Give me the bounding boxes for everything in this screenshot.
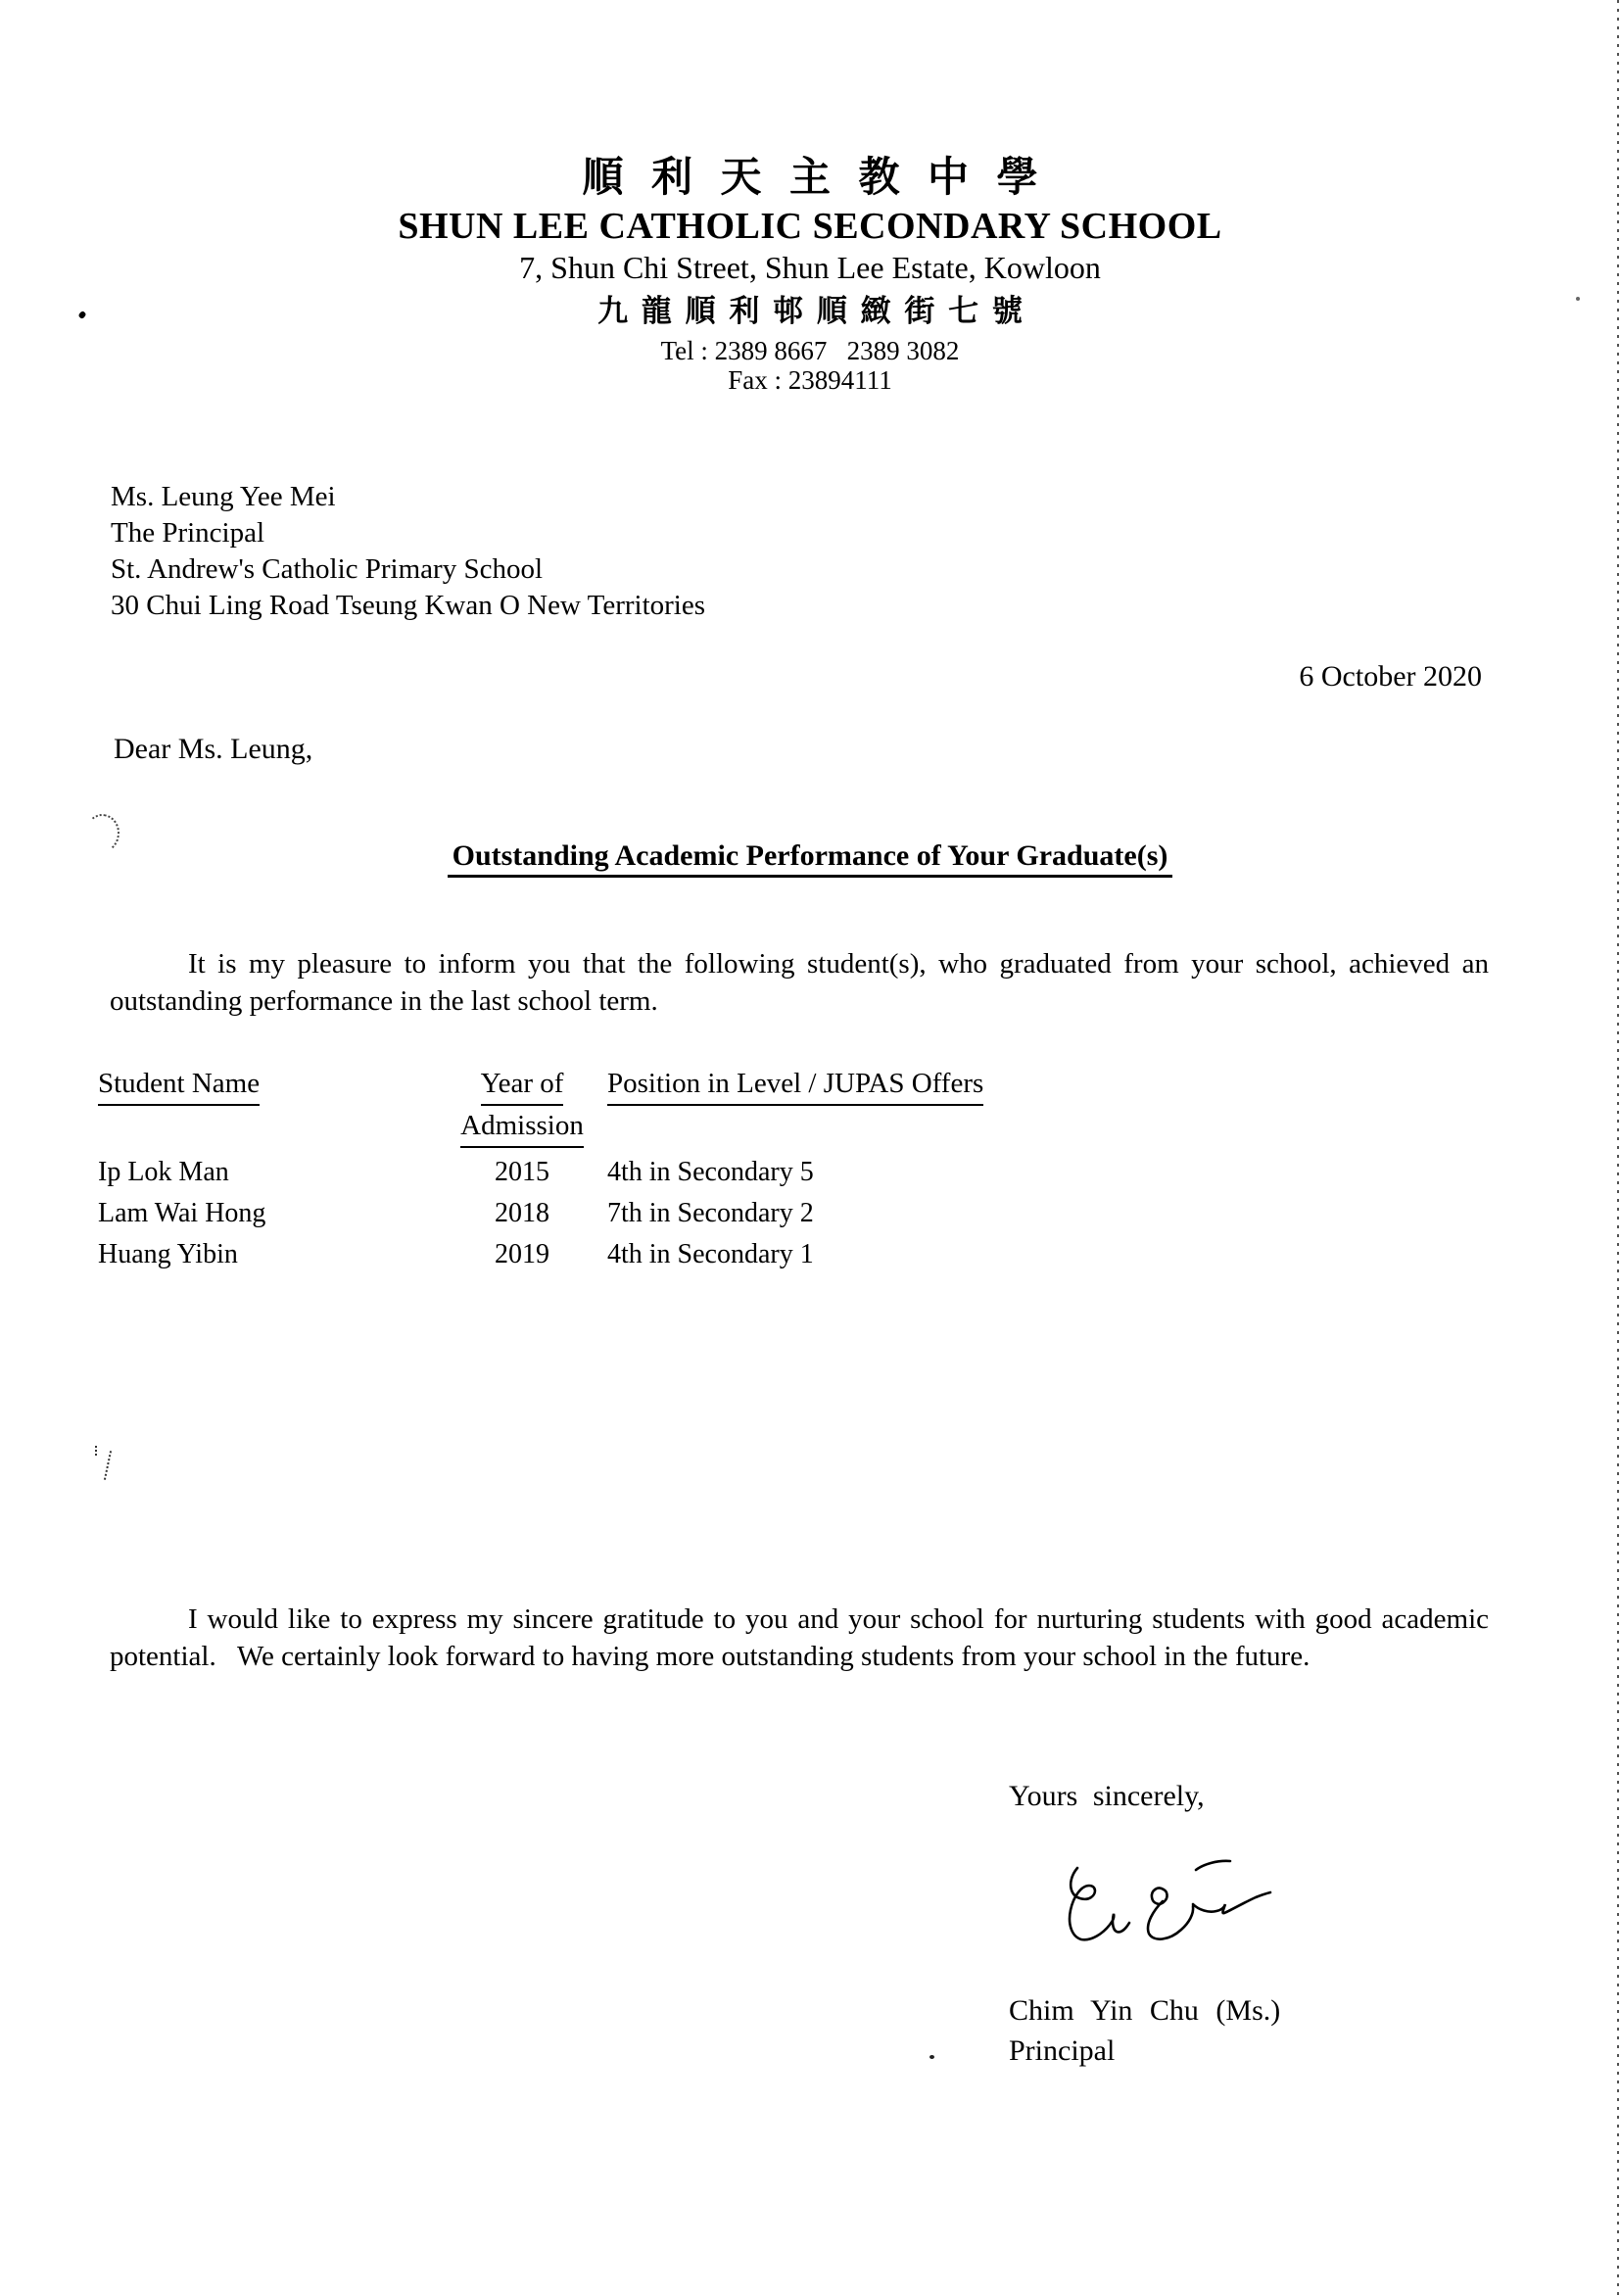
header-position-jupas: Position in Level / JUPAS Offers <box>607 1064 983 1106</box>
recipient-name: Ms. Leung Yee Mei <box>111 481 336 512</box>
scan-artifact-stroke <box>104 1451 112 1480</box>
cell-student-name: Ip Lok Man <box>98 1157 229 1187</box>
cell-student-name: Huang Yibin <box>98 1239 238 1269</box>
recipient-school: St. Andrew's Catholic Primary School <box>111 553 544 585</box>
cell-position: 4th in Secondary 5 <box>607 1157 814 1187</box>
subject-line: Outstanding Academic Performance of Your Graduate(s) <box>448 839 1173 878</box>
table-row <box>98 1193 814 1234</box>
scan-speck <box>929 2055 934 2059</box>
cell-year: 2015 <box>495 1157 549 1187</box>
school-name-english: SHUN LEE CATHOLIC SECONDARY SCHOOL <box>398 206 1222 247</box>
scan-edge-dotted-line <box>1617 0 1619 2296</box>
letter-date: 6 October 2020 <box>1299 660 1482 693</box>
school-address-english: 7, Shun Chi Street, Shun Lee Estate, Kowloon <box>519 250 1101 285</box>
signature-handwriting <box>1066 1853 1273 1945</box>
salutation: Dear Ms. Leung, <box>114 733 313 765</box>
cell-position: 4th in Secondary 1 <box>607 1239 814 1269</box>
recipient-address: 30 Chui Ling Road Tseung Kwan O New Territories <box>111 590 706 621</box>
recipient-block <box>111 479 705 624</box>
school-address-chinese: 九 龍 順 利 邨 順 緻 街 七 號 <box>597 294 1023 328</box>
body-paragraph-2: I would like to express my sincere gratitude to you and your school for nurturing students with good academic potential. We certainly look forward to having more outstanding students from your school in the future. <box>110 1603 1489 1672</box>
valediction: Yours sincerely, <box>1009 1780 1205 1812</box>
cell-year: 2019 <box>495 1239 549 1269</box>
scan-speck <box>1576 297 1580 301</box>
table-row <box>98 1152 814 1193</box>
subject-line-wrap <box>0 839 1620 878</box>
fax-line: Fax : 23894111 <box>728 365 892 395</box>
telephone-line: Tel : 2389 8667 2389 3082 <box>660 336 960 365</box>
recipient-title: The Principal <box>111 517 265 549</box>
cell-student-name: Lam Wai Hong <box>98 1198 266 1228</box>
table-row <box>98 1234 814 1275</box>
body-paragraph-1: It is my pleasure to inform you that the following student(s), who graduated from your school, achieved an outstanding performance in the last school term. <box>110 948 1489 1017</box>
students-table-header <box>98 1064 983 1148</box>
header-year-of-admission: Year of Admission <box>449 1064 596 1148</box>
cell-position: 7th in Secondary 2 <box>607 1198 814 1228</box>
signer-name: Chim Yin Chu (Ms.) <box>1009 1994 1281 2027</box>
school-name-chinese: 順 利 天 主 教 中 學 <box>582 156 1038 201</box>
signer-title: Principal <box>1009 2034 1116 2067</box>
students-table-rows <box>98 1152 814 1275</box>
scan-artifact-dots <box>95 1446 97 1456</box>
cell-year: 2018 <box>495 1198 549 1228</box>
header-student-name: Student Name <box>98 1064 449 1106</box>
